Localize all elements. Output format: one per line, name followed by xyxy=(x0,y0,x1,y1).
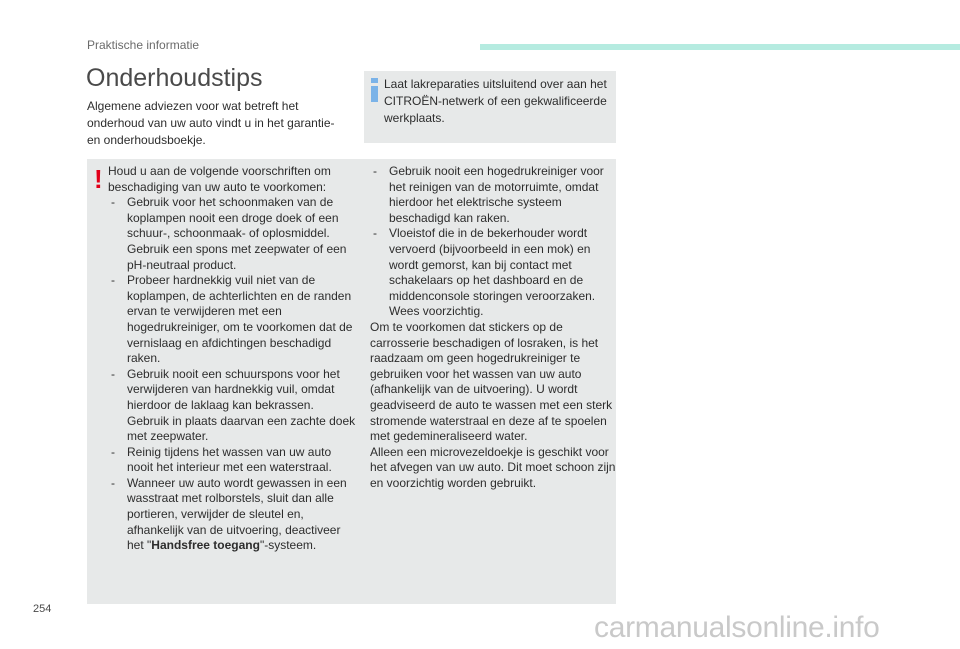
header-accent-bar xyxy=(480,44,960,50)
list-item-text-end: "-systeem. xyxy=(259,538,317,553)
list-item: - Gebruik nooit een schuurspons voor het verwijderen van hardnekkig vuil, omdat hierdoor de laklaag kan bekrassen. Gebruik in plaats daarvan een zachte doek met zeepwater. xyxy=(108,367,356,445)
list-item: - Gebruik voor het schoonmaken van de koplampen nooit een droge doek of een schuur-, schoonmaak- of oplosmiddel. Gebruik een spons met zeepwater of een pH-neutraal product. xyxy=(108,195,356,273)
section-label: Praktische informatie xyxy=(87,38,200,52)
page-title: Onderhoudstips xyxy=(86,64,263,92)
warning-intro: Houd u aan de volgende voorschriften om beschadiging van uw auto te voorkomen: xyxy=(108,164,331,194)
list-item: - Vloeistof die in de bekerhouder wordt vervoerd (bijvoorbeeld in een mok) en wordt gemorst, kan bij contact met schakelaars op het dashboard en de middenconsole storingen veroorzaken. Wees voorzichtig. xyxy=(370,226,616,320)
list-item: - Reinig tijdens het wassen van uw auto nooit het interieur met een waterstraal. xyxy=(108,445,356,476)
list-item xyxy=(108,476,356,554)
stickers-paragraph: Om te voorkomen dat stickers op de carrosserie beschadigen of losraken, is het raadzaam om geen hogedrukreiniger te gebruiken voor het wassen van uw auto (afhankelijk van de uitvoering). U wordt geadviseerd de auto te wassen met een sterk stromende waterstraal en deze af te spoelen met gedemineraliseerd water. xyxy=(370,319,613,444)
watermark: carmanualsonline.info xyxy=(594,611,880,644)
info-text: Laat lakreparaties uitsluitend over aan het CITROËN-netwerk of een gekwalificeerde werkplaats. xyxy=(384,77,607,125)
info-box xyxy=(364,71,616,143)
microfiber-paragraph: Alleen een microvezeldoekje is geschikt voor het afvegen van uw auto. Dit moet schoon zijn en voorzichtig worden gebruikt. xyxy=(370,444,616,490)
list-item: - Gebruik nooit een hogedrukreiniger voor het reinigen van de motorruimte, omdat hierdoor het elektrische systeem beschadigd kan raken. xyxy=(370,164,616,226)
exclamation-icon: ! xyxy=(94,164,103,194)
info-icon xyxy=(370,78,379,102)
warning-list-left xyxy=(108,195,356,554)
intro-paragraph: Algemene adviezen voor wat betreft het onderhoud van uw auto vindt u in het garantie- en onderhoudsboekje. xyxy=(87,99,335,147)
warning-list-right xyxy=(370,164,616,320)
handsfree-term: Handsfree toegang xyxy=(151,538,260,553)
page-number: 254 xyxy=(33,603,52,615)
warning-box xyxy=(87,159,616,604)
warning-column-left xyxy=(108,164,356,554)
list-item: - Probeer hardnekkig vuil niet van de koplampen, de achterlichten en de randen ervan te verwijderen met een hogedrukreiniger, om te voorkomen dat de vernislaag en afdichtingen beschadigd raken. xyxy=(108,273,356,367)
list-item-text: Wanneer uw auto wordt gewassen in een wasstraat met rolborstels, sluit dan alle portieren, verwijder de sleutel en, afhankelijk van de uitvoering, deactiveer het " xyxy=(127,475,347,553)
warning-column-right xyxy=(370,164,616,491)
